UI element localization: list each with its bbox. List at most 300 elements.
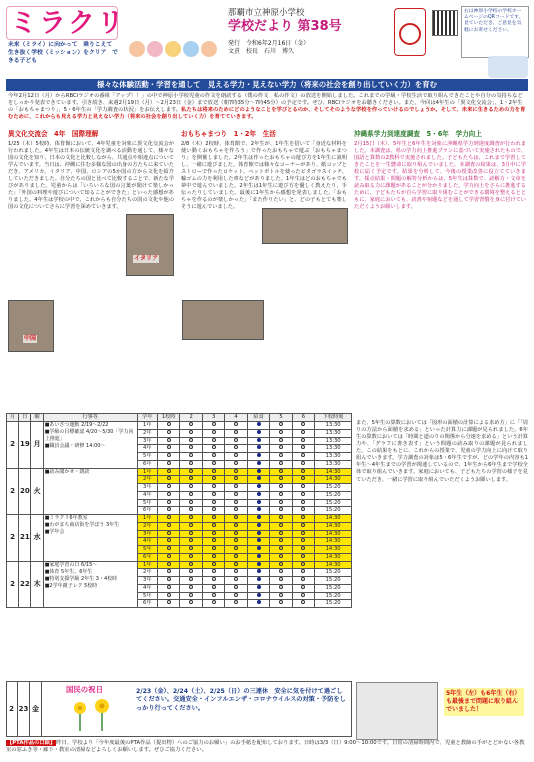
- period-cell: [270, 584, 292, 592]
- class-mark: [301, 562, 305, 566]
- article-title: 沖縄県学力到達度調査 5・6年 学力向上: [354, 130, 482, 138]
- period-cell: [225, 530, 247, 538]
- period-cell: [292, 600, 314, 608]
- period-cell: [180, 592, 202, 600]
- class-mark: [167, 523, 171, 527]
- class-mark: [301, 476, 305, 480]
- period-cell: [270, 522, 292, 530]
- class-mark: [167, 577, 171, 581]
- class-mark: [301, 600, 305, 604]
- period-cell: [225, 600, 247, 608]
- class-mark: [212, 484, 216, 488]
- class-mark: [167, 562, 171, 566]
- header-weekday: 曜: [31, 414, 43, 422]
- article-cultural-exchange: [8, 130, 174, 211]
- newsletter-title: ミラクリ: [10, 8, 126, 39]
- period-cell: [180, 561, 202, 569]
- period-cell: [292, 561, 314, 569]
- period-cell: [270, 569, 292, 577]
- children-illustration: [128, 40, 224, 72]
- period-cell: [270, 422, 292, 430]
- article-body: 2月15日（木）、5年生と6年生を対象に沖縄県学力到達度調査が行われました。本調査は、県の学力向上推進プランに基づいて実施されたもので、国語と算数の2教科で実施されました。子どもたちは、これまで学習してきたことを一生懸命に取り組んでいました。本調査の結果は、3月中に学校に届く予定です。結果を分析して、今後の授業改善に役立てていきます。採点結果・問題の解答分析からは、5年生は算数で、読解力・文章を読み取る力に課題があることが分かりました。学力向上をさらに推進するために、子どもたちが自ら学習に取り組むことができる環境を整えるとともに、家庭においても、読書や宿題などを通して学習習慣を身に付けていただくようお願いします。: [354, 140, 526, 211]
- issue-author: 文責 校長 石川 博久: [228, 47, 295, 55]
- grade-cell: 2年: [137, 429, 157, 437]
- photo-china: [8, 300, 54, 352]
- class-mark: [212, 445, 216, 449]
- dismissal-time: 13:30: [315, 422, 352, 430]
- lunch-cell: [247, 468, 269, 476]
- class-mark: [212, 585, 216, 589]
- class-mark: [189, 469, 193, 473]
- schedule-events: [43, 515, 137, 562]
- header-period5: 5: [270, 414, 292, 422]
- header-month: 月: [7, 414, 19, 422]
- lunch-mark: [257, 593, 261, 597]
- lunch-cell: [247, 429, 269, 437]
- lunch-cell: [247, 491, 269, 499]
- grade-cell: 2年: [137, 522, 157, 530]
- issue-date: 発行 令和6年2月16日（金）: [228, 40, 310, 47]
- class-mark: [234, 515, 238, 519]
- class-mark: [189, 600, 193, 604]
- period-cell: [158, 538, 180, 546]
- lunch-mark: [257, 507, 261, 511]
- period-cell: [158, 422, 180, 430]
- period-cell: [270, 499, 292, 507]
- period-cell: [202, 499, 224, 507]
- holiday-title: 国民の祝日: [66, 685, 103, 694]
- period-cell: [292, 437, 314, 445]
- class-mark: [279, 585, 283, 589]
- period-cell: [292, 491, 314, 499]
- period-cell: [292, 476, 314, 484]
- dismissal-time: 14:30: [315, 553, 352, 561]
- period-cell: [180, 499, 202, 507]
- period-cell: [202, 460, 224, 468]
- class-mark: [189, 531, 193, 535]
- lunch-cell: [247, 437, 269, 445]
- class-mark: [279, 515, 283, 519]
- school-name: 那覇市立神原小学校: [228, 8, 305, 18]
- period-cell: [158, 499, 180, 507]
- issue-title: 学校だより 第38号: [228, 19, 342, 34]
- lunch-cell: [247, 546, 269, 554]
- period-cell: [202, 491, 224, 499]
- period-cell: [202, 468, 224, 476]
- class-mark: [234, 577, 238, 581]
- class-mark: [279, 507, 283, 511]
- class-mark: [279, 593, 283, 597]
- class-mark: [234, 546, 238, 550]
- class-mark: [167, 445, 171, 449]
- header-grade: 学年: [137, 414, 157, 422]
- grade-cell: 4年: [137, 445, 157, 453]
- class-mark: [234, 430, 238, 434]
- class-mark: [279, 538, 283, 542]
- class-mark: [167, 476, 171, 480]
- class-mark: [301, 484, 305, 488]
- period-cell: [270, 507, 292, 515]
- class-mark: [212, 500, 216, 504]
- class-mark: [279, 476, 283, 480]
- schedule-day: 21: [19, 515, 31, 562]
- header-period2: 2: [180, 414, 202, 422]
- lunch-mark: [257, 484, 261, 488]
- period-cell: [225, 584, 247, 592]
- intro-paragraph: [8, 93, 526, 121]
- lunch-mark: [257, 515, 261, 519]
- lunch-cell: [247, 522, 269, 530]
- period-cell: [270, 445, 292, 453]
- period-cell: [158, 476, 180, 484]
- dismissal-time: 14:30: [315, 530, 352, 538]
- class-mark: [301, 569, 305, 573]
- table-row: [7, 515, 352, 523]
- class-mark: [279, 430, 283, 434]
- period-cell: [292, 530, 314, 538]
- period-cell: [158, 491, 180, 499]
- class-mark: [167, 469, 171, 473]
- lunch-cell: [247, 538, 269, 546]
- holiday-message: 2/23（金）、2/24（土）、2/25（日）の三連休 安全に気を付けて過ごしてください。交通安全・インフルエンザ・コロナウイルスの対策・予防をしっかり行ってください。: [136, 688, 346, 712]
- schedule-events: [43, 468, 137, 515]
- class-mark: [167, 600, 171, 604]
- lunch-mark: [257, 554, 261, 558]
- class-mark: [301, 585, 305, 589]
- class-mark: [167, 430, 171, 434]
- period-cell: [225, 460, 247, 468]
- period-cell: [292, 522, 314, 530]
- schedule-events: [43, 422, 137, 469]
- lunch-mark: [257, 476, 261, 480]
- class-mark: [212, 461, 216, 465]
- period-cell: [158, 437, 180, 445]
- class-mark: [301, 546, 305, 550]
- schedule-day: 19: [19, 422, 31, 469]
- photo-label: 中国: [24, 335, 37, 342]
- period-cell: [158, 577, 180, 585]
- period-cell: [292, 538, 314, 546]
- article-achievement-test: [354, 130, 526, 211]
- class-mark: [301, 515, 305, 519]
- class-mark: [212, 593, 216, 597]
- class-mark: [189, 438, 193, 442]
- class-mark: [189, 562, 193, 566]
- period-cell: [202, 600, 224, 608]
- class-mark: [234, 593, 238, 597]
- dismissal-time: 14:30: [315, 468, 352, 476]
- class-mark: [301, 469, 305, 473]
- weekly-schedule-table: [6, 413, 352, 608]
- table-row: [7, 561, 352, 569]
- period-cell: [202, 422, 224, 430]
- period-cell: [225, 538, 247, 546]
- period-cell: [292, 546, 314, 554]
- grade-cell: 4年: [137, 538, 157, 546]
- period-cell: [292, 468, 314, 476]
- event-item: ■特別支援学級 2年生 3・4校時: [44, 575, 118, 582]
- lunch-cell: [247, 453, 269, 461]
- grade-cell: 1年: [137, 515, 157, 523]
- class-mark: [301, 523, 305, 527]
- class-mark: [189, 546, 193, 550]
- dismissal-time: 13:30: [315, 453, 352, 461]
- period-cell: [225, 499, 247, 507]
- period-cell: [180, 530, 202, 538]
- header-day: 日: [19, 414, 31, 422]
- period-cell: [202, 429, 224, 437]
- homepage-note: 右は神原小学校の学校ホームページのQRコードです。見ていただき、ご意見を気軽にお寄せください。: [461, 6, 529, 58]
- class-mark: [301, 577, 305, 581]
- period-cell: [225, 522, 247, 530]
- class-mark: [279, 484, 283, 488]
- period-cell: [202, 530, 224, 538]
- period-cell: [180, 491, 202, 499]
- schedule-events: [43, 561, 137, 608]
- class-mark: [189, 476, 193, 480]
- grade-cell: 3年: [137, 437, 157, 445]
- class-mark: [234, 569, 238, 573]
- class-mark: [189, 577, 193, 581]
- class-mark: [301, 422, 305, 426]
- period-cell: [225, 515, 247, 523]
- class-mark: [189, 500, 193, 504]
- class-mark: [234, 562, 238, 566]
- grade-cell: 1年: [137, 468, 157, 476]
- class-mark: [212, 531, 216, 535]
- dismissal-time: 15:20: [315, 592, 352, 600]
- schedule-weekday: 水: [31, 515, 43, 562]
- class-mark: [234, 523, 238, 527]
- class-mark: [167, 484, 171, 488]
- period-cell: [270, 476, 292, 484]
- period-cell: [180, 577, 202, 585]
- lunch-mark: [257, 600, 261, 604]
- lunch-mark: [257, 569, 261, 573]
- period-cell: [180, 437, 202, 445]
- period-cell: [225, 561, 247, 569]
- period-cell: [180, 507, 202, 515]
- period-cell: [202, 515, 224, 523]
- lunch-mark: [257, 469, 261, 473]
- period-cell: [292, 592, 314, 600]
- class-mark: [212, 507, 216, 511]
- header-period3: 3: [202, 414, 224, 422]
- intro-text: 今年2月12日（月）からRBCiラジオの番組「アップ！！」の中で神原小学校児童の作文を朗読する（僕の作文 私の作文）の放送を開始しました。これまでの学級・学校生活で取り組んできたことや自分の気持ちなどをしっかり発表できています。引き続き、来週2月19日（月）〜2月23日（金）まで放送（朝7時35分〜7時45分）の予定です。ぜひ、RBCiラジオをお聴きください。また、今回は4年生の「異文化交流会」、1・2年生の「おもちゃまつり」、5・6年生の「学力調査の状況」をお伝えします。: [8, 93, 523, 114]
- class-mark: [212, 453, 216, 457]
- article-title: 異文化交流会 4年 国際理解: [8, 130, 99, 138]
- grade-cell: 6年: [137, 460, 157, 468]
- class-mark: [189, 523, 193, 527]
- lunch-cell: [247, 577, 269, 585]
- grade-cell: 6年: [137, 553, 157, 561]
- period-cell: [202, 437, 224, 445]
- class-mark: [167, 585, 171, 589]
- pta-notice: [6, 740, 528, 754]
- period-cell: [158, 584, 180, 592]
- period-cell: [292, 569, 314, 577]
- article-achievement-test-continued: また、5年生の算数においては「図形の面積の計算による求め方」に「「周りの方法から面積を求める」といった計算力に課題が見られました。6年生の算数においては「時間と道のりの関係から分速を求める」という計算力や、「グラフに書き表す」という問題の読み取りの課題が見られました。この結果をもとに、これからの授業で、児童の学力向上に向けて取り組んでいきます。学力調査の対象は5・6年生ですが、どの学年の内容も1年生〜4年生までの学習が関連しているので、1年生から6年生まで学校全体で取り組んでいきます。家庭においても、子どもたちの学習の様子を見ていただき、一緒に学習に取り組んでいただくようお願いします。: [356, 420, 528, 483]
- dismissal-time: 14:30: [315, 546, 352, 554]
- class-mark: [279, 461, 283, 465]
- period-cell: [270, 453, 292, 461]
- class-mark: [234, 538, 238, 542]
- lunch-mark: [257, 531, 261, 535]
- period-cell: [225, 546, 247, 554]
- lunch-cell: [247, 515, 269, 523]
- period-cell: [180, 484, 202, 492]
- event-item: ■職員会議・研修 14:00〜: [44, 443, 106, 449]
- period-cell: [225, 453, 247, 461]
- lunch-mark: [257, 523, 261, 527]
- period-cell: [158, 484, 180, 492]
- class-mark: [279, 500, 283, 504]
- period-cell: [202, 584, 224, 592]
- photo-caption: 5年生（左）も6年生（右）も最後まで問題に取り組んでいました！: [444, 688, 524, 716]
- class-mark: [167, 593, 171, 597]
- class-mark: [212, 546, 216, 550]
- class-mark: [212, 569, 216, 573]
- period-cell: [225, 476, 247, 484]
- period-cell: [292, 577, 314, 585]
- period-cell: [202, 546, 224, 554]
- lunch-cell: [247, 484, 269, 492]
- pta-tag: 【PTA作品の口絵】: [7, 740, 56, 746]
- period-cell: [158, 515, 180, 523]
- period-cell: [225, 429, 247, 437]
- school-seal-logo: [394, 8, 426, 56]
- period-cell: [270, 592, 292, 600]
- photo-italy: [126, 214, 174, 276]
- period-cell: [158, 546, 180, 554]
- class-mark: [234, 453, 238, 457]
- class-mark: [189, 515, 193, 519]
- grade-cell: 6年: [137, 600, 157, 608]
- lunch-cell: [247, 460, 269, 468]
- class-mark: [189, 453, 193, 457]
- period-cell: [180, 515, 202, 523]
- period-cell: [202, 445, 224, 453]
- header-period4: 4: [225, 414, 247, 422]
- table-header-row: [7, 414, 352, 422]
- class-mark: [167, 500, 171, 504]
- period-cell: [270, 600, 292, 608]
- dismissal-time: 13:30: [315, 460, 352, 468]
- class-mark: [279, 438, 283, 442]
- lunch-mark: [257, 445, 261, 449]
- grade-cell: 1年: [137, 561, 157, 569]
- class-mark: [234, 476, 238, 480]
- schedule-day: 22: [19, 561, 31, 608]
- period-cell: [180, 445, 202, 453]
- lunch-mark: [257, 453, 261, 457]
- header-period6: 6: [292, 414, 314, 422]
- period-cell: [270, 437, 292, 445]
- period-cell: [180, 569, 202, 577]
- period-cell: [270, 515, 292, 523]
- class-mark: [167, 461, 171, 465]
- grade-cell: 5年: [137, 499, 157, 507]
- class-mark: [189, 422, 193, 426]
- dismissal-time: 14:30: [315, 522, 352, 530]
- period-cell: [225, 577, 247, 585]
- class-mark: [301, 500, 305, 504]
- class-mark: [234, 500, 238, 504]
- period-cell: [158, 453, 180, 461]
- lunch-cell: [247, 561, 269, 569]
- event-item: ■あいさつ運動 2/19〜2/22: [44, 422, 109, 428]
- grade-cell: 3年: [137, 484, 157, 492]
- class-mark: [212, 422, 216, 426]
- lunch-cell: [247, 569, 269, 577]
- lunch-cell: [247, 600, 269, 608]
- class-mark: [167, 554, 171, 558]
- period-cell: [158, 569, 180, 577]
- dismissal-time: 15:20: [315, 499, 352, 507]
- class-mark: [212, 523, 216, 527]
- class-mark: [234, 438, 238, 442]
- period-cell: [158, 468, 180, 476]
- grade-cell: 1年: [137, 422, 157, 430]
- class-mark: [301, 445, 305, 449]
- headline-banner: 様々な体験活動・学習を通して 見える学力・見えない学力（将来の社会を創り出していく力）を育む: [6, 79, 528, 91]
- period-cell: [270, 553, 292, 561]
- school-motto: 未来（ミライ）に向かって 乗りこえて 生き抜く学校（ミッション）をクリア できる子ども: [8, 42, 118, 64]
- lunch-cell: [247, 476, 269, 484]
- header-events: 行事等: [43, 414, 137, 422]
- class-mark: [189, 569, 193, 573]
- class-mark: [189, 445, 193, 449]
- period-cell: [270, 491, 292, 499]
- lunch-mark: [257, 585, 261, 589]
- event-item: ■2学年親子レク 5校時: [44, 582, 98, 589]
- class-mark: [279, 531, 283, 535]
- holiday-day: 23: [18, 681, 30, 737]
- class-mark: [301, 593, 305, 597]
- class-mark: [167, 538, 171, 542]
- dismissal-time: 14:30: [315, 476, 352, 484]
- class-mark: [212, 492, 216, 496]
- schedule-weekday: 火: [31, 468, 43, 515]
- class-mark: [189, 492, 193, 496]
- period-cell: [180, 600, 202, 608]
- dismissal-time: 14:30: [315, 538, 352, 546]
- class-mark: [212, 538, 216, 542]
- class-mark: [279, 577, 283, 581]
- class-mark: [279, 445, 283, 449]
- period-cell: [292, 484, 314, 492]
- class-mark: [279, 523, 283, 527]
- period-cell: [292, 429, 314, 437]
- period-cell: [225, 445, 247, 453]
- lunch-mark: [257, 430, 261, 434]
- period-cell: [202, 476, 224, 484]
- schedule-month: 2: [7, 422, 19, 469]
- class-mark: [301, 461, 305, 465]
- period-cell: [202, 522, 224, 530]
- grade-cell: 4年: [137, 584, 157, 592]
- qr-code[interactable]: [432, 10, 458, 36]
- lunch-mark: [257, 422, 261, 426]
- class-mark: [167, 507, 171, 511]
- event-item: ■ミラクリ6年教室: [44, 515, 88, 521]
- grade-cell: 6年: [137, 507, 157, 515]
- grade-cell: 3年: [137, 530, 157, 538]
- period-cell: [202, 592, 224, 600]
- period-cell: [270, 561, 292, 569]
- lunch-mark: [257, 577, 261, 581]
- grade-cell: 2年: [137, 476, 157, 484]
